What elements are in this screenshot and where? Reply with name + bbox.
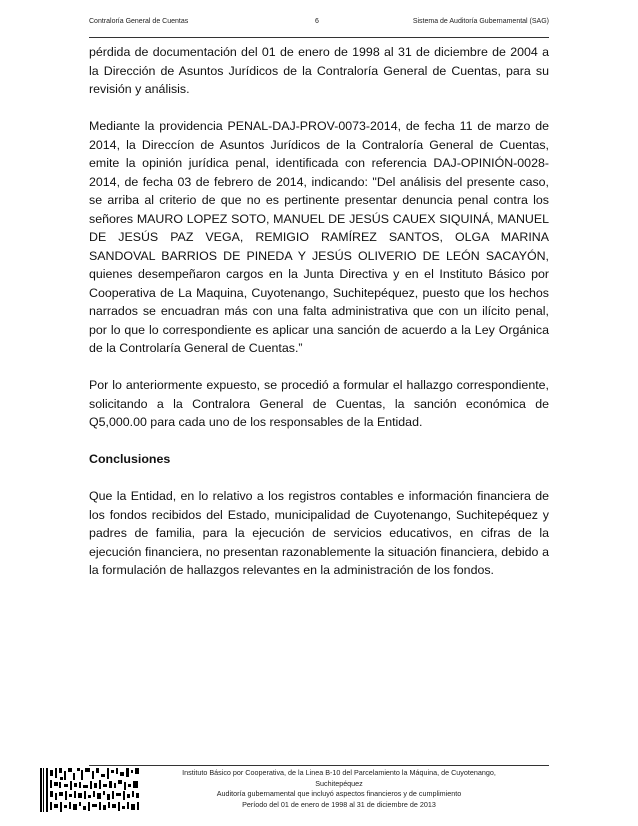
header-divider	[89, 37, 549, 38]
footer-line: Instituto Básico por Cooperativa, de la Linea B-10 del Parcelamiento la Máquina, de Cuyotenango,	[182, 768, 496, 777]
section-heading-conclusions: Conclusiones	[89, 452, 171, 466]
page-footer	[130, 768, 548, 810]
footer-line: Período del 01 de enero de 1998 al 31 de diciembre de 2013	[242, 799, 436, 809]
paragraph-finding: Por lo anteriormente expuesto, se procedió a formular el hallazgo correspondiente, solicitando a la Contralora General de Cuentas, la sanción económica de Q5,000.00 para cada uno de los responsables de la Entidad.	[89, 378, 549, 429]
footer-divider	[89, 765, 549, 766]
footer-line: Auditoría gubernamental que incluyó aspectos financieros y de cumplimiento	[216, 789, 462, 799]
header-institution: Contraloría General de Cuentas	[89, 18, 189, 25]
header-page-number: 6	[315, 18, 319, 25]
paragraph-legal-opinion: Mediante la providencia PENAL-DAJ-PROV-0073-2014, de fecha 11 de marzo de 2014, la Direccíon de Asuntos Jurídicos de la Contraloría General de Cuentas, emite la opinión jurídica penal, identificada con referencia DAJ-OPINIÓN-0028-2014, de fecha 03 de febrero de 2014, indicando: "Del análisis del presente caso, se arriba al criterio de que no es pertinente presentar denuncia penal contra los señores MAURO LOPEZ SOTO, MANUEL DE JESÚS CAUEX SIQUINÁ, MANUEL DE JESÚS PAZ VEGA, REMIGIO RAMÍREZ SANTOS, OLGA MARINA SANDOVAL BARRIOS DE PINEDA Y JESÚS OLIVERIO DE LEÓN SACAYÓN, quienes desempeñaron cargos en la Junta Directiva y en el Instituto Básico por Cooperativa de La Maquina, Cuyotenango, Suchitepéquez, puesto que los hechos narrados se encuadran más con una falta administrativa que con un ilícito penal, por lo que lo correspondiente es aplicar una sanción de acuerdo a la Ley Orgánica de la Controlaría General de Cuentas.”	[89, 119, 549, 355]
document-body	[89, 43, 549, 598]
paragraph-conclusion: Que la Entidad, en lo relativo a los registros contables e información financiera de los fondos recibidos del Estado, municipalidad de Cuyotenango, Suchitepéquez y padres de familia, para la ejecución de servicios educativos, en cifras de la ejecución financiera, no presentan razonablemente la situación financiera, debido a la formulación de hallazgos relevantes en la administración de los fondos.	[89, 489, 549, 577]
page-header	[89, 15, 549, 29]
barcode-icon	[40, 768, 142, 812]
paragraph-continuation: pérdida de documentación del 01 de enero de 1998 al 31 de diciembre de 2004 a la Dirección de Asuntos Jurídicos de la Contraloría General de Cuentas, para su revisión y análisis.	[89, 45, 549, 96]
footer-line: Suchitepéquez	[315, 778, 363, 788]
header-system-name: Sistema de Auditoría Gubernamental (SAG)	[412, 18, 549, 25]
